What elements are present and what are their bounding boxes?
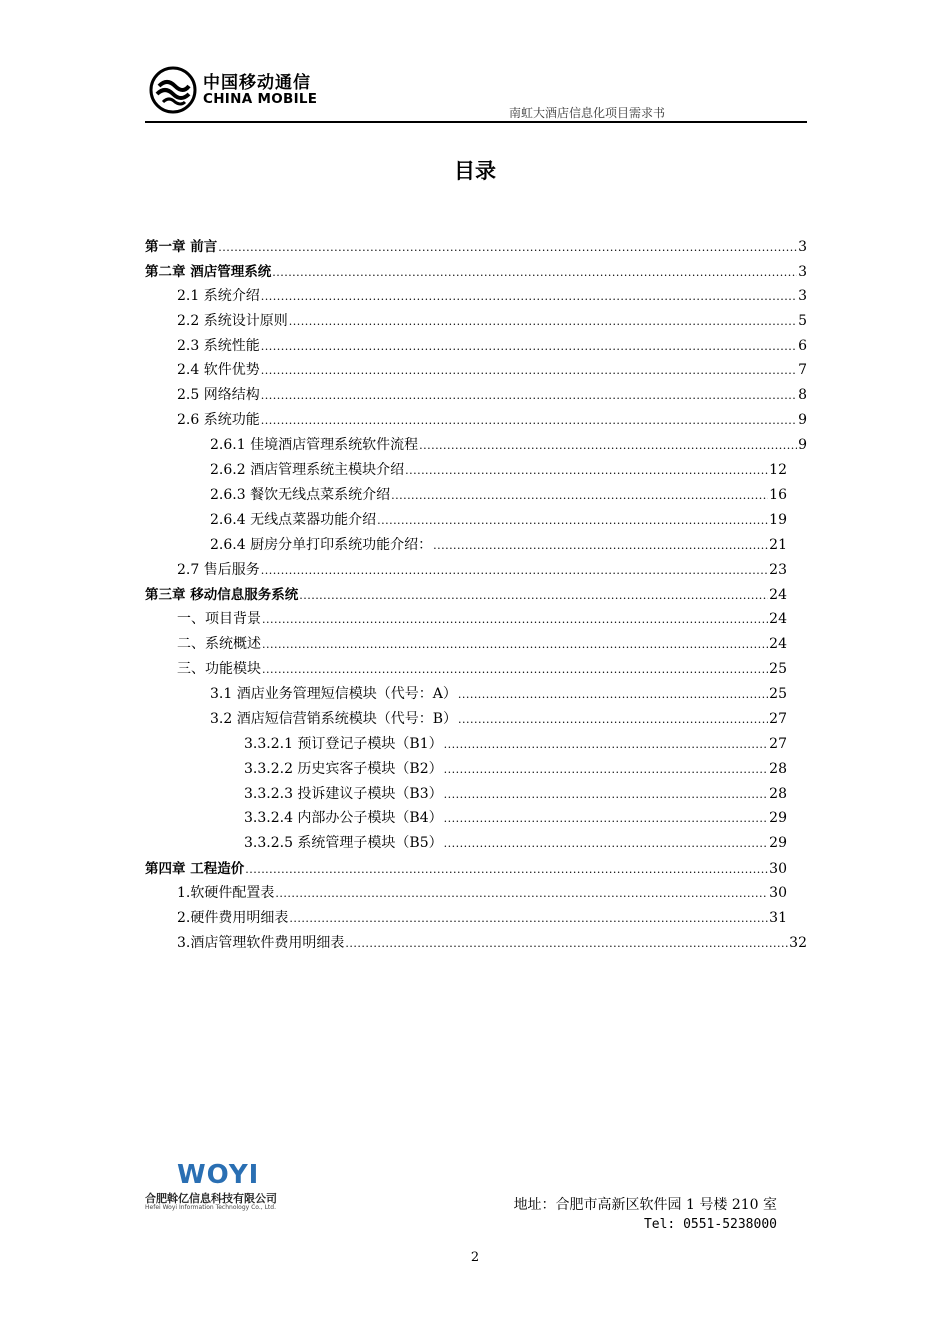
toc-entry-title: 二、系统概述 (177, 636, 261, 653)
contact-block (514, 1195, 777, 1235)
toc-entry-page: 25 (769, 661, 787, 678)
toc-leader (391, 489, 768, 502)
logo-cn-text: 中国移动通信 (203, 73, 311, 93)
toc-leader (262, 663, 768, 676)
toc-leader (458, 688, 768, 701)
toc-entry-title: 2.6.4 无线点菜器功能介绍 (210, 511, 377, 528)
page-number: 2 (470, 1250, 480, 1265)
toc-entry-page: 6 (798, 337, 807, 354)
toc-entry-page: 29 (769, 810, 787, 827)
toc-leader (458, 713, 768, 726)
toc-leader (261, 414, 797, 427)
toc-entry-title: 2.6.4 厨房分单打印系统功能介绍： (210, 536, 433, 553)
toc-leader (289, 912, 768, 925)
toc-entry-title: 3.酒店管理软件费用明细表 (177, 934, 345, 951)
toc-entry-title: 3.3.2.1 预订登记子模块（B1） (244, 735, 443, 752)
toc-entry-title: 2.2 系统设计原则 (177, 312, 288, 329)
toc-entry-title: 2.1 系统介绍 (177, 287, 260, 304)
address-text: 地址：合肥市高新区软件园 1 号楼 210 室 (513, 1197, 777, 1213)
toc-entry-title: 2.6.3 餐饮无线点菜系统介绍 (210, 486, 391, 503)
toc-leader (444, 788, 769, 801)
toc-entry-page: 9 (798, 412, 807, 429)
toc-entry[interactable] (145, 857, 807, 882)
toc-entry-title: 3.1 酒店业务管理短信模块（代号：A） (210, 686, 457, 703)
toc-leader (289, 315, 797, 328)
toc-entry-title: 3.3.2.5 系统管理子模块（B5） (244, 835, 443, 852)
toc-entry-page: 9 (798, 437, 807, 454)
toc-entry[interactable] (145, 708, 807, 733)
toc-entry-title: 3.2 酒店短信营销系统模块（代号：B） (210, 710, 458, 727)
toc-entry-title: 第一章 前言 (145, 239, 218, 255)
toc-entry-page: 3 (798, 263, 807, 280)
header-divider (145, 121, 807, 123)
toc-entry-title: 3.3.2.2 历史宾客子模块（B2） (244, 760, 443, 777)
toc-entry[interactable] (145, 783, 807, 808)
china-mobile-logo-icon (149, 66, 197, 114)
toc-entry[interactable] (145, 733, 807, 758)
toc-leader (345, 937, 788, 950)
toc-leader (433, 539, 768, 552)
toc-entry[interactable] (145, 384, 807, 409)
toc-entry[interactable] (145, 559, 807, 584)
toc-entry[interactable] (145, 260, 807, 285)
toc-leader (262, 613, 768, 626)
toc-entry[interactable] (145, 907, 807, 932)
toc-entry-page: 28 (769, 760, 787, 777)
toc-entry[interactable] (145, 534, 807, 559)
toc-leader (444, 763, 769, 776)
toc-entry[interactable] (145, 683, 807, 708)
toc-leader (262, 638, 768, 651)
toc-entry-page: 21 (769, 536, 787, 553)
toc-entry-title: 2.6 系统功能 (177, 412, 260, 429)
toc-entry[interactable] (145, 633, 807, 658)
toc-entry-title: 第二章 酒店管理系统 (145, 263, 272, 280)
toc-entry-title: 3.3.2.3 投诉建议子模块（B3） (244, 785, 443, 802)
toc-leader (261, 340, 797, 353)
toc-leader (245, 863, 768, 876)
table-of-contents (145, 235, 807, 957)
toc-entry[interactable] (145, 310, 807, 335)
toc-entry-title: 2.7 售后服务 (177, 561, 260, 578)
toc-entry[interactable] (145, 409, 807, 434)
toc-leader (261, 389, 797, 402)
toc-leader (218, 241, 797, 254)
toc-entry[interactable] (145, 807, 807, 832)
toc-entry-page: 28 (769, 785, 787, 802)
toc-entry-title: 3.3.2.4 内部办公子模块（B4） (244, 810, 443, 827)
toc-leader (444, 738, 769, 751)
woyi-logo-mark: WOYI (177, 1160, 260, 1190)
tel-text: Tel: 0551-5238000 (643, 1217, 777, 1232)
toc-entry-page: 24 (769, 636, 787, 653)
toc-entry-page: 23 (769, 561, 787, 578)
toc-entry-page: 16 (769, 486, 787, 503)
toc-entry-title: 2.6.1 佳境酒店管理系统软件流程 (210, 437, 419, 454)
toc-entry[interactable] (145, 434, 807, 459)
document-title: 南虹大酒店信息化项目需求书 (508, 106, 665, 120)
toc-entry[interactable] (145, 658, 807, 683)
company-name-en: Hefei Woyi Information Technology Co., Ltd. (145, 1204, 277, 1211)
toc-leader (261, 564, 768, 577)
toc-leader (272, 266, 797, 279)
toc-entry-title: 1.软硬件配置表 (177, 885, 275, 902)
toc-entry-page: 25 (769, 686, 787, 703)
toc-entry-title: 2.5 网络结构 (177, 387, 260, 404)
toc-entry-page: 30 (769, 861, 787, 878)
toc-leader (275, 887, 768, 900)
toc-entry-page: 3 (798, 239, 807, 255)
toc-entry-page: 32 (789, 934, 807, 951)
toc-entry[interactable] (145, 359, 807, 384)
toc-entry[interactable] (145, 459, 807, 484)
toc-leader (377, 514, 768, 527)
toc-entry[interactable] (145, 509, 807, 534)
toc-entry[interactable] (145, 285, 807, 310)
toc-leader (299, 589, 768, 602)
toc-entry-page: 24 (769, 587, 787, 604)
toc-entry[interactable] (145, 758, 807, 783)
toc-entry[interactable] (145, 583, 807, 608)
toc-entry[interactable] (145, 335, 807, 360)
toc-entry[interactable] (145, 882, 807, 907)
toc-entry-title: 第三章 移动信息服务系统 (145, 587, 299, 604)
toc-entry-title: 三、功能模块 (177, 661, 261, 678)
toc-entry-page: 30 (769, 885, 787, 902)
toc-entry-page: 31 (769, 910, 787, 927)
toc-leader (261, 364, 797, 377)
logo-en-text: CHINA MOBILE (203, 91, 318, 107)
toc-entry-page: 27 (769, 735, 787, 752)
toc-entry-title: 2.硬件费用明细表 (177, 910, 289, 927)
toc-entry-page: 12 (769, 462, 787, 479)
toc-entry-page: 27 (769, 710, 787, 727)
toc-leader (444, 837, 769, 850)
toc-leader (261, 290, 797, 303)
toc-heading: 目录 (454, 159, 496, 183)
toc-leader (405, 464, 768, 477)
toc-entry[interactable] (145, 235, 807, 260)
toc-entry-title: 2.4 软件优势 (177, 362, 260, 379)
page-header (145, 62, 807, 122)
toc-entry-page: 7 (798, 362, 807, 379)
toc-entry-page: 3 (798, 287, 807, 304)
toc-entry-title: 一、项目背景 (177, 611, 261, 628)
toc-entry-title: 第四章 工程造价 (145, 861, 245, 878)
toc-entry[interactable] (145, 832, 807, 857)
toc-entry-title: 2.3 系统性能 (177, 337, 260, 354)
toc-entry[interactable] (145, 484, 807, 509)
toc-leader (444, 812, 769, 825)
toc-entry-page: 24 (769, 611, 787, 628)
toc-entry-page: 8 (798, 387, 807, 404)
toc-entry-page: 29 (769, 835, 787, 852)
company-name-cn: 合肥斡亿信息科技有限公司 (145, 1192, 277, 1205)
woyi-logo (145, 1160, 315, 1212)
toc-entry[interactable] (145, 608, 807, 633)
toc-entry-title: 2.6.2 酒店管理系统主模块介绍 (210, 462, 405, 479)
toc-leader (419, 439, 797, 452)
toc-entry[interactable] (145, 932, 807, 957)
toc-entry-page: 5 (798, 312, 807, 329)
toc-entry-page: 19 (769, 511, 787, 528)
